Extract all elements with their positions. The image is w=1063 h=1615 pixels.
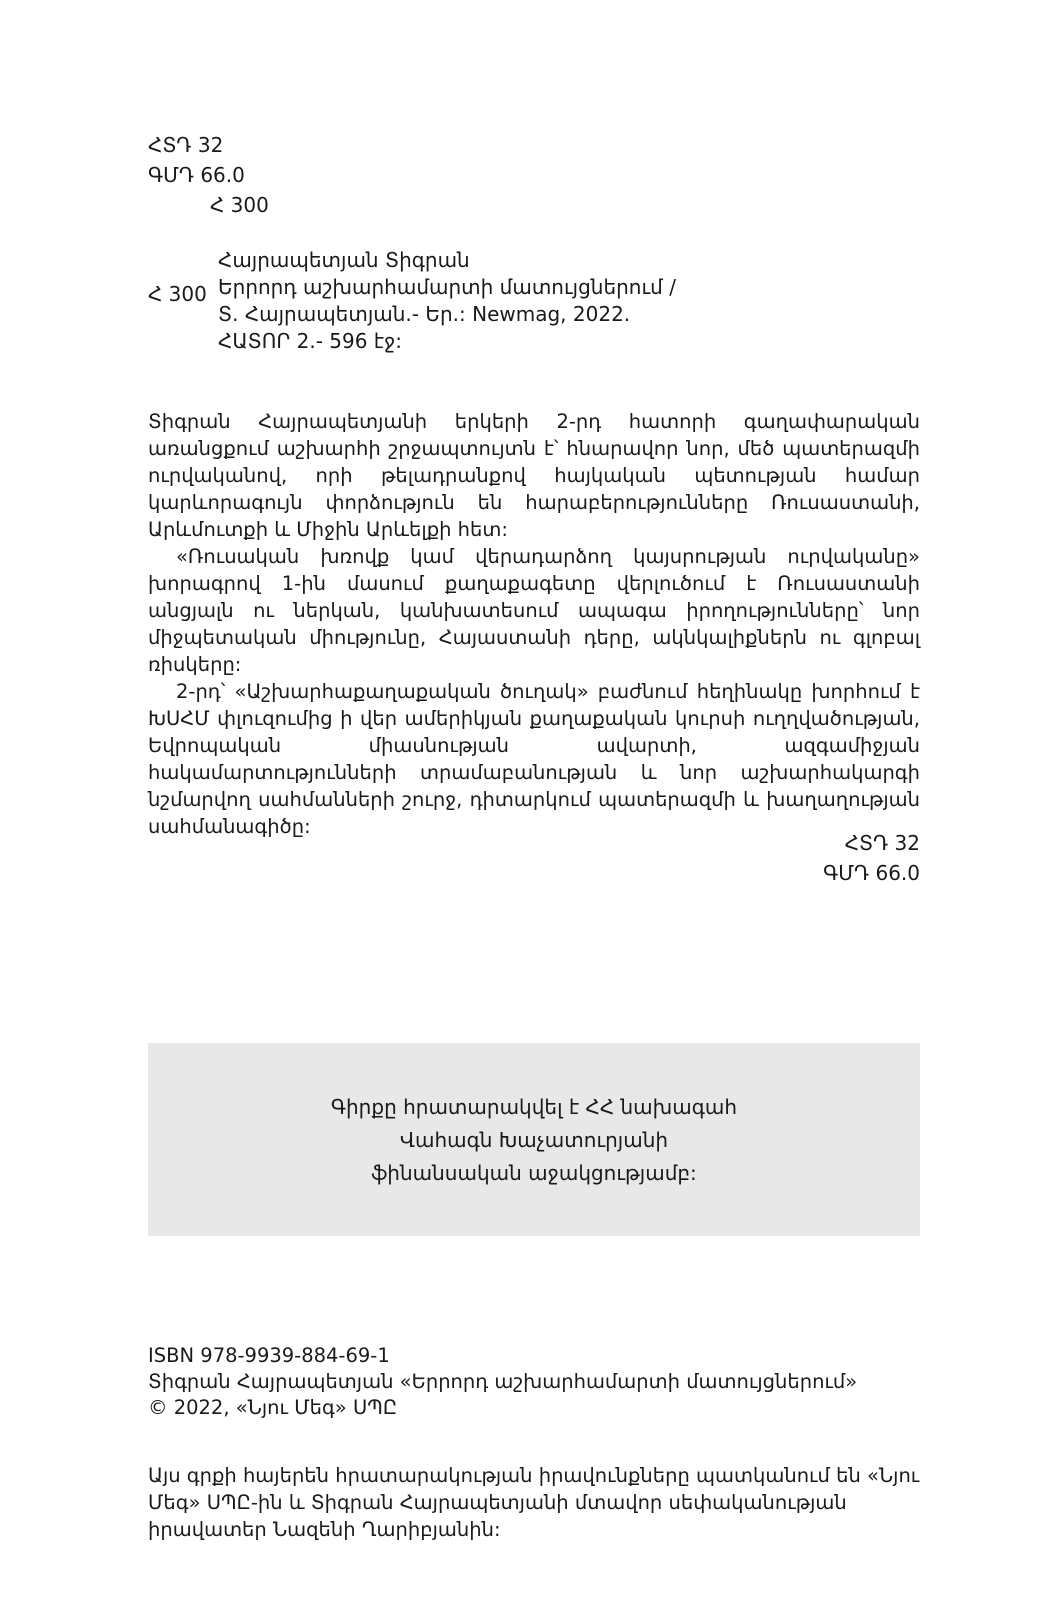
catalog-author-mark: Հ 300 [148,282,207,306]
isbn-block [148,1343,920,1421]
udc-code: ՀՏԴ 32 [148,133,224,157]
catalog-publication: Տ. Հայրապետյան.- Եր.: Newmag, 2022. [218,302,631,326]
annotation-text [148,408,920,840]
catalog-description [218,247,676,355]
catalog-author: Հայրապետյան Տիգրան [218,248,470,272]
author-mark: Հ 300 [210,193,269,217]
sponsor-line: Գիրքը հրատարակվել է ՀՀ նախագահ [330,1095,738,1119]
sponsor-notice-text [148,1091,920,1190]
udc-code-bottom: ՀՏԴ 32 [844,831,920,855]
annotation-paragraph: Տիգրան Հայրապետյանի երկերի 2-րդ հատորի գաղափարական առանցքում աշխարհի շրջապտույտն է՝ հնարավոր նոր, մեծ պատերազմի ուրվականով, որի թելադրանքով հայկական պետության համար կարևորագույն փորձություն են հարաբերությունները Ռուսաստանի, Արևմուտքի և Միջին Արևելքի հետ: [148,410,920,541]
sponsor-notice-box [148,1043,920,1236]
copyright-line: © 2022, «Նյու Մեգ» ՍՊԸ [148,1396,398,1419]
sponsor-line: Վահագն Խաչատուրյանի [399,1128,669,1152]
sponsor-line: ֆինանսական աջակցությամբ: [371,1161,697,1185]
classification-codes-bottom [823,828,920,888]
catalog-volume-pages: ՀԱՏՈՐ 2.- 596 էջ: [218,329,403,353]
isbn: ISBN 978-9939-884-69-1 [148,1344,390,1367]
classification-codes-top [148,130,269,220]
annotation-paragraph: «Ռուսական խռովք կամ վերադարձող կայսրության ուրվականը» խորագրով 1-ին մասում քաղաքագետը վերլուծում է Ռուսաստանի անցյալն ու ներկան, կանխատեսում ապագա իրողությունները՝ նոր միջպետական միությունը, Հայաստանի դերը, ակնկալիքներն ու գլոբալ ռիսկերը: [148,545,920,676]
lbc-code-bottom: ԳՄԴ 66.0 [823,861,920,885]
annotation-paragraph: 2-րդ՝ «Աշխարհաքաղաքական ծուղակ» բաժնում հեղինակը խորհում է ԽՍՀՄ փլուզումից ի վեր ամերիկյան քաղաքական կուրսի ուղղվածության, Եվրոպական միասնության ավարտի, ազգամիջյան հակամարտությունների տրամաբանության և նոր աշխարհակարգի նշմարվող սահմանների շուրջ, դիտարկում պատերազմի և խաղաղության սահմանագիծը: [148,680,920,838]
book-title-line: Տիգրան Հայրապետյան «Երրորդ աշխարհամարտի մատույցներում» [148,1370,858,1393]
lbc-code: ԳՄԴ 66.0 [148,163,245,187]
rights-statement: Այս գրքի հայերեն հրատարակության իրավունքները պատկանում են «Նյու Մեգ» ՍՊԸ-ին և Տիգրան Հայրապետյանի մտավոր սեփականության իրավատեր Նազենի Ղարիբյանին: [148,1464,920,1541]
catalog-title: Երրորդ աշխարհամարտի մատույցներում / [218,275,676,299]
